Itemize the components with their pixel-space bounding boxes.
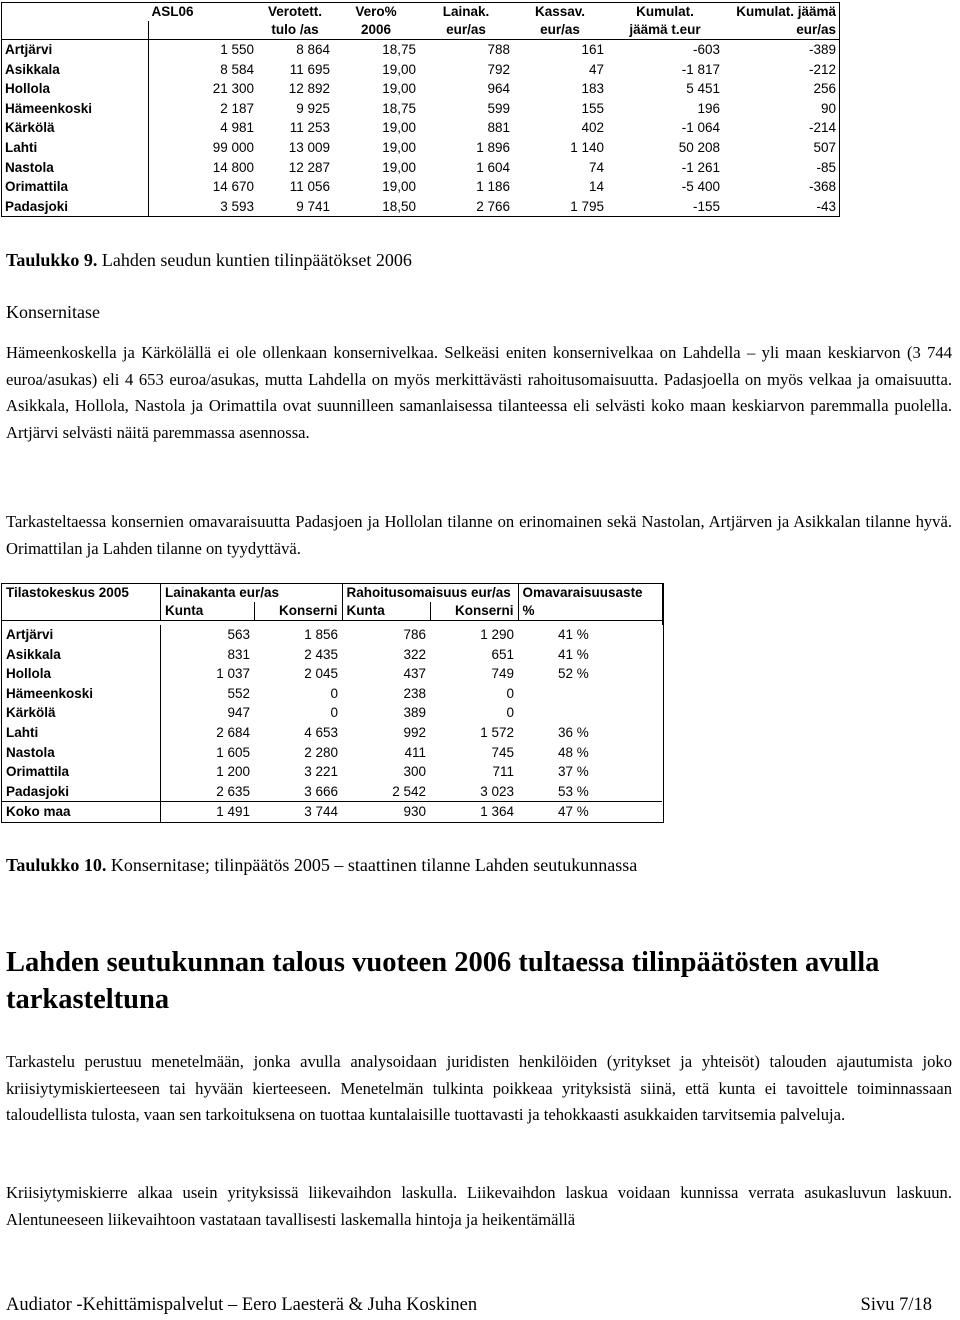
table1-cell: 256 — [813, 81, 836, 97]
table2-cell: 1 605 — [216, 744, 250, 760]
table1-cell: -1 817 — [681, 61, 720, 77]
table2-row — [2, 743, 662, 763]
table1-header-cell: eur/as — [723, 21, 839, 40]
table2-cell: 41 % — [558, 646, 589, 662]
table2-cell: 238 — [403, 685, 426, 701]
table1-row — [2, 60, 839, 80]
page-number: Sivu 7/18 — [860, 1295, 932, 1315]
table2-cell: 2 542 — [392, 783, 426, 799]
table1-header-cell: Verotett. — [267, 4, 322, 19]
municipality-name: Hämeenkoski — [2, 684, 161, 704]
table2-subheader-row — [2, 602, 662, 621]
table1-cell: 402 — [581, 120, 604, 136]
table2-cell: 651 — [491, 646, 514, 662]
table2-subheader-cell: Konserni — [254, 602, 342, 621]
table1-cell: 2 187 — [220, 100, 254, 116]
table1-cell: 1 140 — [570, 139, 604, 155]
table2-cell: 36 % — [558, 724, 589, 740]
table1-cell: 74 — [588, 159, 604, 175]
table2-cell: 1 200 — [216, 764, 250, 780]
table1-cell: 792 — [487, 61, 510, 77]
table1-cell: 14 — [588, 179, 604, 195]
table2-cell: 41 % — [558, 627, 589, 642]
table1-cell: 3 593 — [220, 198, 254, 214]
table2-cell: 947 — [227, 705, 250, 721]
table2-cell: 37 % — [558, 764, 589, 780]
table1-cell: 12 287 — [288, 159, 330, 175]
table1-header-cell: eur/as — [513, 21, 607, 40]
table1-header-cell — [149, 21, 258, 40]
table1-cell: 19,00 — [382, 120, 416, 136]
table2-total-cell: 930 — [342, 802, 430, 822]
table1-body — [2, 3, 839, 216]
table1-cell: 19,00 — [382, 139, 416, 155]
table2-cell: 0 — [506, 685, 514, 701]
table2-header-row — [2, 584, 662, 602]
group-balance-table-2005 — [2, 584, 663, 822]
table1-row — [2, 118, 839, 138]
table1-cell: -603 — [692, 42, 720, 57]
table2-cell: 552 — [227, 685, 250, 701]
table2-header-cell: Lainakanta eur/as — [161, 584, 343, 602]
table1-cell: 161 — [581, 42, 604, 57]
table1-cell: 1 795 — [570, 198, 604, 214]
table2-cell: 53 % — [558, 783, 589, 799]
table2-cell: 563 — [227, 627, 250, 642]
table2-subheader-cell: Kunta — [342, 602, 430, 621]
municipality-name: Orimattila — [2, 762, 161, 782]
table1-cell: 2 766 — [476, 198, 510, 214]
table1-header-corner — [2, 3, 149, 21]
table1-header-cell: Vero% — [355, 4, 397, 19]
table2-cell: 745 — [491, 744, 514, 760]
table1-header-cell: Lainak. — [442, 4, 490, 19]
table1-cell: 11 695 — [289, 61, 330, 77]
table2-total-row — [2, 802, 662, 822]
table1-cell: 50 208 — [678, 139, 720, 155]
table1-cell: 155 — [581, 100, 604, 116]
table1-cell: -389 — [808, 42, 836, 57]
table1-header-cell: Kumulat. — [636, 4, 694, 19]
table1-cell: -43 — [816, 198, 836, 214]
table10-caption-text: Konsernitase; tilinpäätös 2005 – staattinen tilanne Lahden seutukunnassa — [110, 855, 638, 875]
table1-cell: -85 — [816, 159, 836, 175]
table1-cell: -1 261 — [681, 159, 720, 175]
table2-cell: 992 — [403, 724, 426, 740]
table1-cell: 1 604 — [476, 159, 510, 175]
table2-cell: 0 — [330, 685, 338, 701]
table2-row — [2, 762, 662, 782]
table1-cell: 14 670 — [212, 179, 254, 195]
table1-cell: 8 864 — [296, 42, 330, 57]
table1-cell: 196 — [697, 100, 720, 116]
table1-cell: 9 925 — [296, 100, 330, 116]
table1-row — [2, 158, 839, 178]
table1-cell: 8 584 — [220, 61, 254, 77]
table9-caption — [6, 250, 412, 271]
table1-cell: -212 — [808, 61, 836, 77]
table2-row — [2, 625, 662, 645]
table2-cell: 2 435 — [304, 646, 338, 662]
table2-cell — [518, 703, 662, 723]
municipality-name: Hämeenkoski — [2, 99, 149, 119]
table2-header-cell: Omavaraisuusaste — [518, 584, 662, 602]
table2-cell: 4 653 — [304, 724, 338, 740]
municipality-name: Lahti — [2, 138, 149, 158]
table2-cell: 711 — [492, 764, 514, 780]
table1-header-cell: Kassav. — [534, 4, 586, 19]
table1-row — [2, 197, 839, 217]
table1-header-row — [2, 3, 839, 21]
table2-header-cell: Rahoitusomaisuus eur/as — [342, 584, 518, 602]
municipality-name: Artjärvi — [2, 40, 149, 60]
table1-cell: 47 — [588, 61, 604, 77]
paragraph-omavaraisuus: Tarkasteltaessa konsernien omavaraisuutta Padasjoen ja Hollolan tilanne on erinomainen sekä Nastolan, Artjärven ja Asikkalan tilanne hyvä. Orimattilan ja Lahden tilanne on tyydyttävä. — [6, 512, 952, 558]
paragraph-crisis: Kriisiytymiskierre alkaa usein yrityksissä liikevaihdon laskulla. Liikevaihdon laskua voidaan kunnissa verrata asukasluvun laskuun. Alentuneeseen liikevaihtoon vastataan tavallisesti laskemalla hintoja ja heikentämällä — [6, 1183, 952, 1229]
table2-cell: 786 — [403, 627, 426, 642]
table1-row — [2, 138, 839, 158]
table2-cell: 831 — [227, 646, 250, 662]
table2-cell: 2 045 — [304, 666, 338, 682]
table1-cell: 4 981 — [220, 120, 254, 136]
table2-subheader-cell: Konserni — [430, 602, 518, 621]
municipality-name: Asikkala — [2, 60, 149, 80]
table1-cell: 19,00 — [382, 159, 416, 175]
table1-cell: 21 300 — [212, 81, 254, 97]
table2-cell: 52 % — [558, 666, 589, 682]
table1-cell: 964 — [487, 81, 510, 97]
table1-cell: 18,75 — [382, 100, 416, 116]
table2-cell: 3 023 — [480, 783, 514, 799]
table1-cell: 19,00 — [382, 61, 416, 77]
table1-cell: -155 — [692, 198, 720, 214]
table2-cell: 300 — [403, 764, 426, 780]
municipality-name: Hollola — [2, 664, 161, 684]
table1-header-cell: jäämä t.eur — [607, 21, 723, 40]
table10-caption-label: Taulukko 10. — [6, 855, 107, 875]
table1-cell: 19,00 — [382, 179, 416, 195]
table1-header-row — [2, 21, 839, 40]
table2-cell: 389 — [403, 705, 426, 721]
table2-cell: 2 280 — [304, 744, 338, 760]
table2-cell: 1 037 — [216, 666, 250, 682]
section-heading: Lahden seutukunnan talous vuoteen 2006 tultaessa tilinpäätösten avulla tarkasteltuna — [6, 947, 880, 1015]
table1-cell: 18,50 — [382, 198, 416, 214]
table1-row — [2, 40, 839, 60]
municipality-name: Artjärvi — [2, 625, 161, 645]
table1-cell: 13 009 — [288, 139, 330, 155]
table2-cell: 0 — [506, 705, 514, 721]
table1-cell: 788 — [487, 42, 510, 57]
total-label: Koko maa — [2, 802, 161, 822]
table2-cell: 2 684 — [216, 724, 250, 740]
municipality-name: Hollola — [2, 79, 149, 99]
municipal-finance-table-2006 — [2, 3, 839, 216]
table2-cell: 0 — [330, 705, 338, 721]
table1-cell: -1 064 — [681, 120, 720, 136]
table1-row — [2, 79, 839, 99]
table1-cell: 1 550 — [220, 42, 254, 57]
municipality-name: Padasjoki — [2, 782, 161, 802]
municipality-name: Asikkala — [2, 645, 161, 665]
footer-authors: Audiator -Kehittämispalvelut – Eero Laesterä & Juha Koskinen — [6, 1295, 478, 1315]
table1-cell: 19,00 — [382, 81, 416, 97]
table2-subheader-cell: % — [518, 602, 662, 621]
table2-cell: 411 — [404, 744, 426, 760]
table2-row — [2, 645, 662, 665]
paragraph-method: Tarkastelu perustuu menetelmään, jonka avulla analysoidaan juridisten henkilöiden (yritykset ja yhteisöt) talouden ajautumista joko kriisiytymiskierteeseen tai hyvään kierteeseen. Menetelmän tulkinta poikkeaa yrityksistä siinä, että kunta ei tavoittele toiminnassaan taloudellista tulosta, vaan sen tarkoituksena on tuottaa kuntalaisille tuottavasti ja tehokkaasti asukkaiden tarvitsemia palveluja. — [6, 1052, 952, 1124]
table1-cell: 1 186 — [476, 179, 510, 195]
municipality-name: Kärkölä — [2, 118, 149, 138]
table1-row — [2, 177, 839, 197]
table2-cell: 437 — [403, 666, 426, 682]
table2-subheader-cell — [2, 602, 161, 621]
table2-row — [2, 782, 662, 802]
table1-cell: 881 — [487, 120, 510, 136]
table2-cell: 3 221 — [304, 764, 338, 780]
table1-header-cell: ASL06 — [151, 4, 194, 19]
table1-cell: 5 451 — [686, 81, 720, 97]
table2-total-cell: 3 744 — [254, 802, 342, 822]
table1-cell: 11 056 — [289, 179, 330, 195]
table1-cell: 18,75 — [382, 42, 416, 57]
table1-cell: -214 — [808, 120, 836, 136]
table2-row — [2, 664, 662, 684]
municipality-name: Lahti — [2, 723, 161, 743]
table2-cell — [518, 684, 662, 704]
municipality-name: Padasjoki — [2, 197, 149, 217]
municipality-name: Nastola — [2, 158, 149, 178]
section-subheading: Konsernitase — [6, 302, 100, 322]
table2-subheader-cell: Kunta — [161, 602, 255, 621]
table1-cell: 9 741 — [296, 198, 330, 214]
table2-cell: 2 635 — [216, 783, 250, 799]
table1-cell: 99 000 — [212, 139, 254, 155]
municipality-name: Nastola — [2, 743, 161, 763]
page-footer — [6, 1295, 932, 1316]
table1-cell: 90 — [820, 100, 836, 116]
table10-caption — [6, 855, 637, 876]
table2-cell: 749 — [491, 666, 514, 682]
table1-header-corner — [2, 21, 149, 40]
table2-row — [2, 684, 662, 704]
table1-cell: 507 — [813, 139, 836, 155]
table1-cell: 599 — [487, 100, 510, 116]
table2-cell: 1 572 — [480, 724, 514, 740]
table1-cell: -5 400 — [681, 179, 720, 195]
table1-header-cell: Kumulat. jäämä — [736, 4, 836, 19]
table1-cell: 12 892 — [288, 81, 330, 97]
table1-cell: -368 — [808, 179, 836, 195]
paragraph-konsernitase: Hämeenkoskella ja Kärkölällä ei ole ollenkaan konsernivelkaa. Selkeäsi eniten konsernivelkaa on Lahdella – yli maan keskiarvon (3 744 euroa/asukas) eli 4 653 euroa/asukas, mutta Lahdella on myös merkittävästi rahoitusomaisuutta. Padasjoella on myös velkaa ja omaisuutta. Asikkala, Hollola, Nastola ja Orimattila ovat suunnilleen samanlaisessa tilanteessa eli selvästi koko maan keskiarvon paremmalla puolella. Artjärvi selvästi näitä paremmassa asennossa. — [6, 343, 952, 442]
table1-cell: 1 896 — [476, 139, 510, 155]
table2-total-cell: 47 % — [518, 802, 662, 822]
table2-total-cell: 1 364 — [430, 802, 518, 822]
table2-row — [2, 703, 662, 723]
table2-cell: 1 290 — [480, 627, 514, 642]
table1-header-cell: 2006 — [333, 21, 419, 40]
table2-header-cell: Tilastokeskus 2005 — [2, 584, 161, 602]
municipality-name: Kärkölä — [2, 703, 161, 723]
municipality-name: Orimattila — [2, 177, 149, 197]
table1-cell: 183 — [581, 81, 604, 97]
table9-caption-text: Lahden seudun kuntien tilinpäätökset 2006 — [101, 250, 412, 270]
table9-caption-label: Taulukko 9. — [6, 250, 98, 270]
table2-cell: 1 856 — [304, 627, 338, 642]
table2-total-cell: 1 491 — [161, 802, 255, 822]
table2-cell: 3 666 — [304, 783, 338, 799]
table2-cell: 322 — [403, 646, 426, 662]
table1-row — [2, 99, 839, 119]
table1-header-cell: tulo /as — [257, 21, 333, 40]
table2-row — [2, 723, 662, 743]
table1-header-cell: eur/as — [419, 21, 513, 40]
table1-cell: 14 800 — [212, 159, 254, 175]
table1-cell: 11 253 — [289, 120, 330, 136]
table2-cell: 48 % — [558, 744, 589, 760]
table2-body — [2, 584, 662, 822]
